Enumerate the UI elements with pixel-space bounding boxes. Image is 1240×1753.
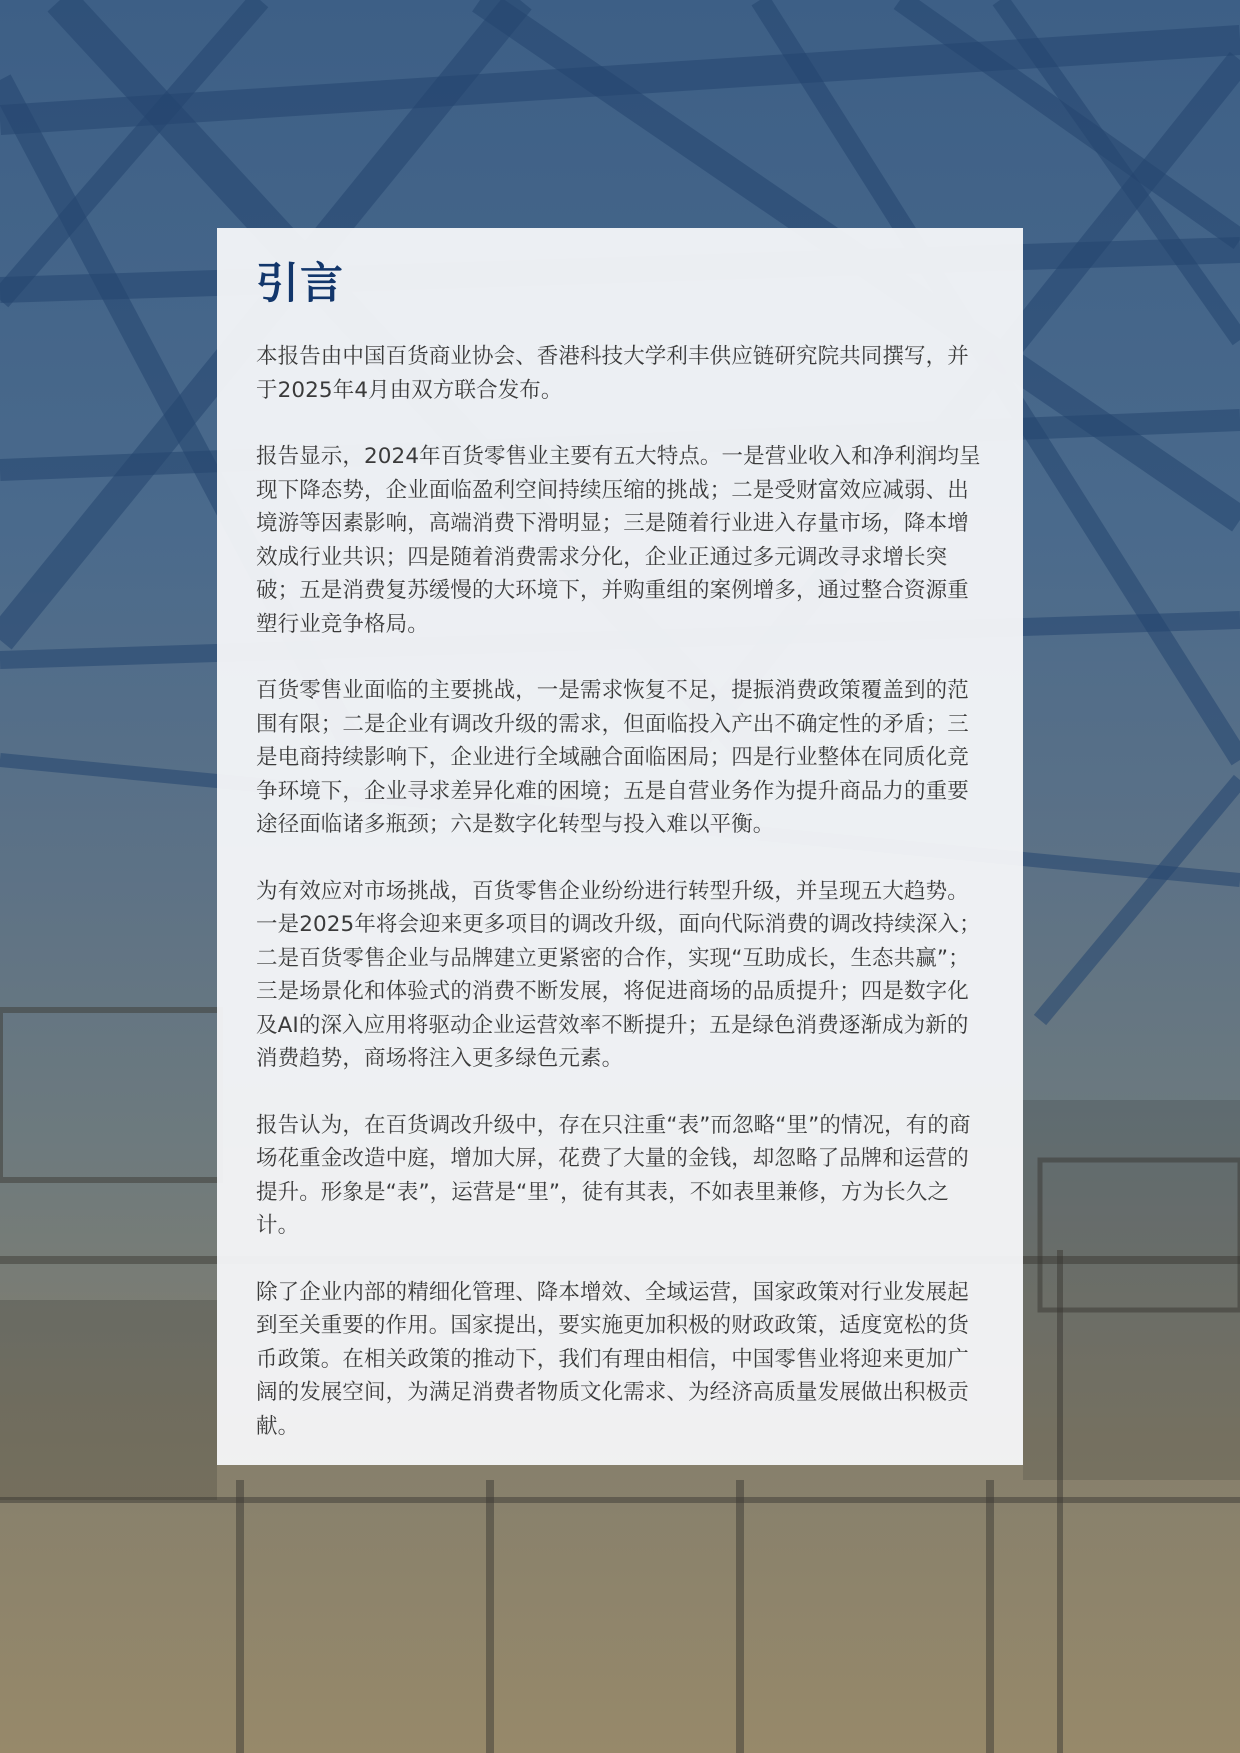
paragraph-policy: 除了企业内部的精细化管理、降本增效、全域运营，国家政策对行业发展起到至关重要的作用。国家提出，要实施更加积极的财政政策，适度宽松的货币政策。在相关政策的推动下，我们有理由相信，中国零售业将迎来更加广阔的发展空间，为满足消费者物质文化需求、为经济高质量发展做出积极贡献。 — [256, 1279, 969, 1439]
paragraph-viewpoint: 报告认为，在百货调改升级中，存在只注重“表”而忽略“里”的情况，有的商场花重金改造中庭，增加大屏，花费了大量的金钱，却忽略了品牌和运营的提升。形象是“表”，运营是“里”，徒有其表，不如表里兼修，方为长久之计。 — [256, 1112, 971, 1238]
paragraph-features: 报告显示，2024年百货零售业主要有五大特点。一是营业收入和净利润均呈现下降态势，企业面临盈利空间持续压缩的挑战；二是受财富效应减弱、出境游等因素影响，高端消费下滑明显；三是随着行业进入存量市场，降本增效成行业共识；四是随着消费需求分化，企业正通过多元调改寻求增长突破；五是消费复苏缓慢的大环境下，并购重组的案例增多，通过整合资源重塑行业竞争格局。 — [256, 444, 981, 637]
introduction-body — [256, 340, 985, 1443]
introduction-card — [217, 228, 1023, 1465]
page-title: 引言 — [256, 259, 344, 309]
paragraph-publication: 本报告由中国百货商业协会、香港科技大学利丰供应链研究院共同撰写，并于2025年4月由双方联合发布。 — [256, 344, 969, 403]
paragraph-challenges: 百货零售业面临的主要挑战，一是需求恢复不足，提振消费政策覆盖到的范围有限；二是企业有调改升级的需求，但面临投入产出不确定性的矛盾；三是电商持续影响下，企业进行全域融合面临困局；四是行业整体在同质化竞争环境下，企业寻求差异化难的困境；五是自营业务作为提升商品力的重要途径面临诸多瓶颈；六是数字化转型与投入难以平衡。 — [256, 678, 969, 837]
paragraph-trends: 为有效应对市场挑战，百货零售企业纷纷进行转型升级，并呈现五大趋势。一是2025年将会迎来更多项目的调改升级，面向代际消费的调改持续深入；二是百货零售企业与品牌建立更紧密的合作，实现“互助成长，生态共赢”；三是场景化和体验式的消费不断发展，将促进商场的品质提升；四是数字化及AI的深入应用将驱动企业运营效率不断提升；五是绿色消费逐渐成为新的消费趋势，商场将注入更多绿色元素。 — [256, 878, 981, 1071]
